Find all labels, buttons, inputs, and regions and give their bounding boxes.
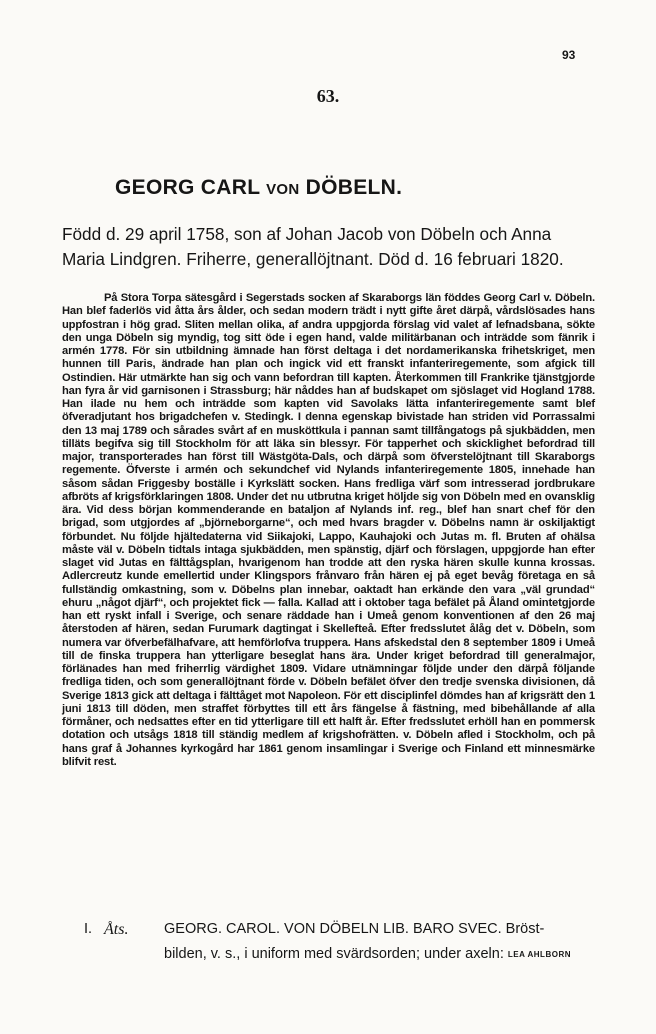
title-surname: DÖBELN. <box>305 176 403 199</box>
title-first-names: GEORG CARL <box>115 176 260 199</box>
page-number: 93 <box>562 48 576 62</box>
catalog-type: Åts. <box>104 921 129 938</box>
catalog-description-text: bilden, v. s., i uniform med svärdsorden; under axeln: <box>164 946 504 962</box>
title-particle: VON <box>266 181 300 198</box>
catalog-number: I. <box>84 921 93 937</box>
biography-paragraph: På Stora Torpa sätesgård i Segerstads socken af Skaraborgs län föddes Georg Carl v. Döbeln. Han blef faderlös vid åtta års ålder, och sedan modern trädt i nytt gifte året därpå, vårdslösades hans uppfostran i hög grad. Sliten mellan olika, af andra uppgjorda förslag vid valet af lefnadsbana, sökte den unga Döbeln sig myndig, tog sitt öde i egen hand, valde militärbanan och inträdde som fänrik i armén 1778. För sin utbildning ämnade han först deltaga i det nordamerikanska frihetskriget, men hunnen till Paris, ändrade han plan och ingick vid ett franskt infanteriregemente, som afgick till Ostindien. Här utmärkte han sig och vann befordran till kapten. Återkommen till Frankrike tjänstgjorde han fyra år vid garnisonen i Strassburg; här nåddes han af budskapet om sjöslaget vid Hogland 1788. Han ilade nu hem och inträdde som kapten vid Savolaks lätta infanteriregemente samt blef öfveradjutant hos brigadchefen v. Stedingk. I denna egenskap bivistade han striden vid Porrassalmi den 13 maj 1789 och sårades svårt af en musköttkula i pannan samt tillfångatogs på sjukbädden, men tilläts begifva sig till Stockholm för att läka sin blessyr. För tapperhet och skicklighet befordrad till major, transporterades han först till Wästgöta-Dals, och därpå som öfverstelöjtnant till Skaraborgs regemente. Öfverste i armén och sekundchef vid Nylands infanteriregemente 1805, innehade han såsom sådan Friggesby boställe i Kyrkslätt socken. Hans fredliga värf som intresserad jordbrukare afbröts af krigsförklaringen 1808. Under det nu utbrutna kriget höljde sig von Döbeln med en ovansklig ära. Vid dess början kommenderande en bataljon af Nylands inf. reg., blef han snart chef för den brigad, som utgjordes af „björneborgarne“, och med hvars bragder v. Döbelns namn är oskiljaktigt förbundet. Nu följde hjältedaterna vid Siikajoki, Lappo, Kauhajoki och Jutas m. fl. Bruten af ohälsa måste väl v. Döbeln tidtals intaga sjukbädden, men spänstig, djärf och förslagen, uppgjorde han efter slaget vid Jutas en fälttågsplan, hvarigenom han trodde att den ryska hären skulle kunna krossas. Adlercreutz kunde emellertid under Klingspors frånvaro från hären ej på eget bevåg företaga en så fullständig omkastning, som v. Döbelns plan innebar, oaktadt han erkände den vara „väl grundad“ ehuru „något djärf“, och projektet fick — falla. Kallad att i oktober taga befälet på Åland omintetgjorde han ett ryskt infall i Sverige, och senare räddade han i Umeå genom konventionen af den 26 maj återstoden af hären, sedan Furumark dagtingat i Skellefteå. Efter fredsslutet ålåg det v. Döbeln, som numera var öfverbefälhafvare, att hemförlofva truppera. Hans afskedstal den 8 september 1809 i Umeå till de finska truppera han ytterligare beseglat hans ära. Under kriget befordrad till generalmajor, förlänades han med friherrlig värdighet 1809. Vidare utnämningar följde under den därpå följande fredliga tiden, och som generallöjtnant förde v. Döbeln befälet öfver den tredje svenska divisionen, då Sverige 1813 gick att deltaga i fälttåget mot Napoleon. För ett disciplinfel dömdes han af krigsrätt den 1 juni 1813 till döden, men straffet förbyttes till ett års fängelse å fästning, med bibehållande af alla förmåner, och nedsattes efter en tid ytterligare till ett halft år. Efter fredsslutet erhöll han en pommersk dotation och utsågs 1818 till ständig medlem af krigshofrätten. v. Döbeln afled i Stockholm, och på hans graf å Johannes kyrkogård har 1861 genom insamlingar i Sverige och Finland ett minnesmärke blifvit rest. <box>62 292 595 768</box>
catalog-description <box>164 917 604 967</box>
engraver-signature: LEA AHLBORN <box>507 950 571 959</box>
intro-paragraph: Född d. 29 april 1758, son af Johan Jacob von Döbeln och Anna Maria Lindgren. Friherre, generallöjtnant. Död d. 16 februari 1820. <box>62 224 564 269</box>
page-title <box>115 176 402 200</box>
catalog-inscription-line-2 <box>164 942 604 967</box>
catalog-inscription-line-1: GEORG. CAROL. VON DÖBELN LIB. BARO SVEC. Bröst- <box>164 921 545 937</box>
entry-number: 63. <box>316 86 340 106</box>
